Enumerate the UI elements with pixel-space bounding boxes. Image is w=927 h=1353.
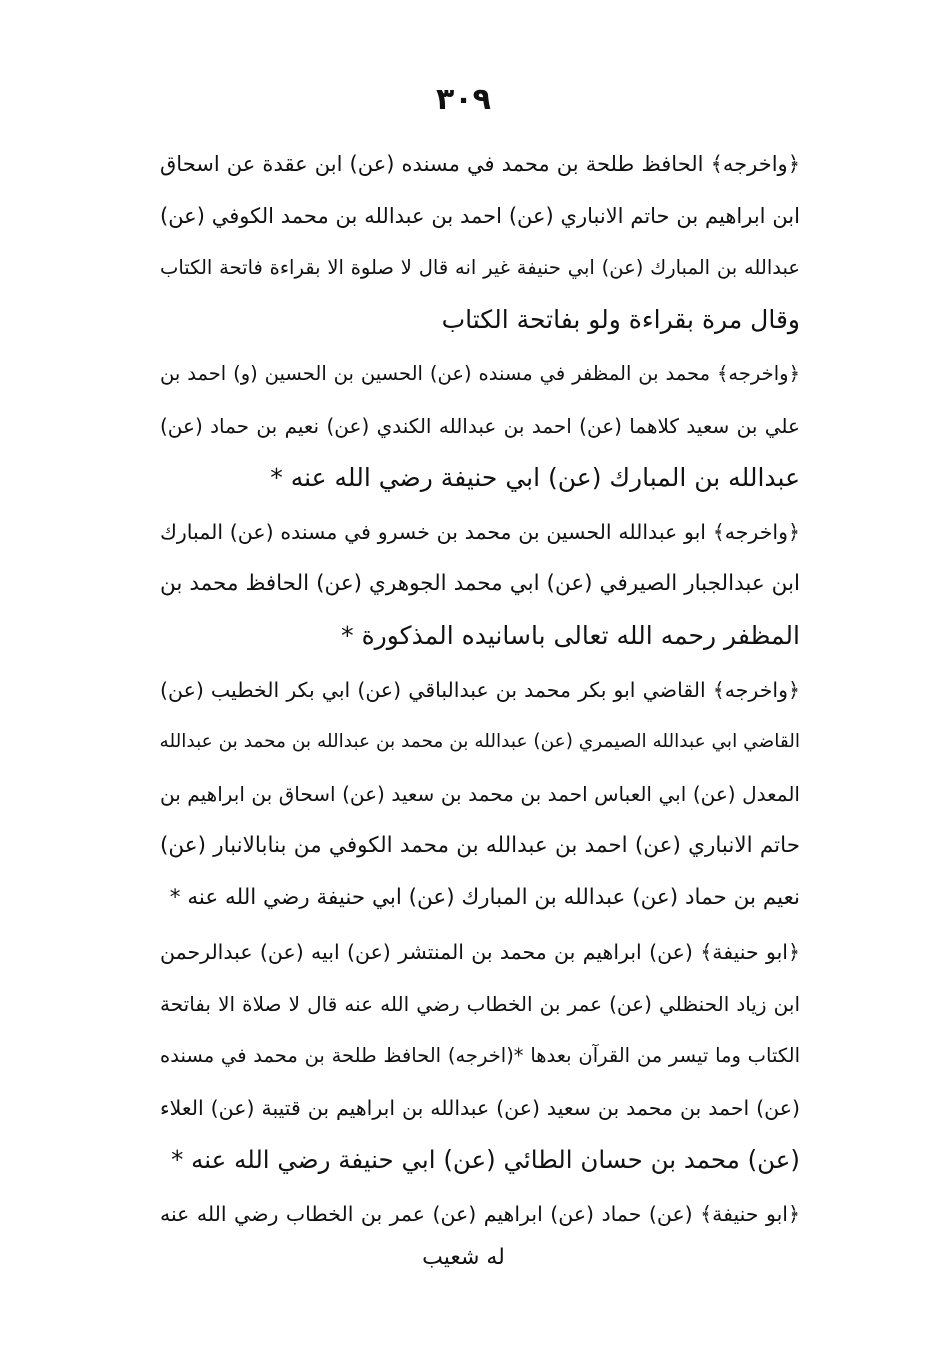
text-line: ابن عبدالجبار الصيرفي (عن) ابي محمد الجوهري (عن) الحافظ محمد بن bbox=[160, 571, 800, 596]
text-line: عبدالله بن المبارك (عن) ابي حنيفة رضي الله عنه * bbox=[270, 463, 800, 492]
page-number: ٣٠٩ bbox=[436, 82, 491, 117]
text-line: ﴿واخرجه﴾ الحافظ طلحة بن محمد في مسنده (عن) ابن عقدة عن اسحاق bbox=[160, 152, 800, 176]
text-line: المظفر رحمه الله تعالى باسانيده المذكورة * bbox=[341, 621, 800, 650]
text-line: ﴿واخرجه﴾ ابو عبدالله الحسين بن محمد بن خسرو في مسنده (عن) المبارك bbox=[160, 520, 800, 544]
footer-catchword: له شعيب bbox=[422, 1245, 505, 1270]
text-line: علي بن سعيد كلاهما (عن) احمد بن عبدالله الكندي (عن) نعيم بن حماد (عن) bbox=[160, 414, 800, 438]
text-line: (عن) محمد بن حسان الطائي (عن) ابي حنيفة رضي الله عنه * bbox=[171, 1145, 800, 1174]
text-line: ﴿ابو حنيفة﴾ (عن) ابراهيم بن محمد بن المنتشر (عن) ابيه (عن) عبدالرحمن bbox=[160, 940, 800, 964]
text-line: ﴿واخرجه﴾ محمد بن المظفر في مسنده (عن) الحسين بن الحسين (و) احمد بن bbox=[160, 362, 800, 385]
text-line: نعيم بن حماد (عن) عبدالله بن المبارك (عن) ابي حنيفة رضي الله عنه * bbox=[169, 885, 800, 910]
text-line: ﴿واخرجه﴾ القاضي ابو بكر محمد بن عبدالباقي (عن) ابي بكر الخطيب (عن) bbox=[160, 678, 800, 702]
text-line: وقال مرة بقراءة ولو بفاتحة الكتاب bbox=[441, 305, 800, 334]
text-line: الكتاب وما تيسر من القرآن بعدها *(اخرجه) الحافظ طلحة بن محمد في مسنده bbox=[160, 1044, 800, 1067]
text-line: عبدالله بن المبارك (عن) ابي حنيفة غير انه قال لا صلوة الا بقراءة فاتحة الكتاب bbox=[160, 256, 800, 279]
text-line: حاتم الانباري (عن) احمد بن عبدالله بن محمد الكوفي من بنابالانبار (عن) bbox=[160, 833, 800, 858]
text-line: المعدل (عن) ابي العباس احمد بن محمد بن سعيد (عن) اسحاق بن ابراهيم بن bbox=[160, 782, 800, 806]
text-line: ابن ابراهيم بن حاتم الانباري (عن) احمد بن عبدالله بن محمد الكوفي (عن) bbox=[160, 204, 800, 228]
text-line: القاضي ابي عبدالله الصيمري (عن) عبدالله بن محمد بن عبدالله بن محمد بن عبدالله bbox=[159, 731, 800, 752]
text-line: ﴿ابو حنيفة﴾ (عن) حماد (عن) ابراهيم (عن) عمر بن الخطاب رضي الله عنه bbox=[160, 1202, 800, 1226]
text-line: (عن) احمد بن محمد بن سعيد (عن) عبدالله بن ابراهيم بن قتيبة (عن) العلاء bbox=[160, 1096, 800, 1120]
text-line: ابن زياد الحنظلي (عن) عمر بن الخطاب رضي الله عنه قال لا صلاة الا بفاتحة bbox=[160, 992, 800, 1016]
